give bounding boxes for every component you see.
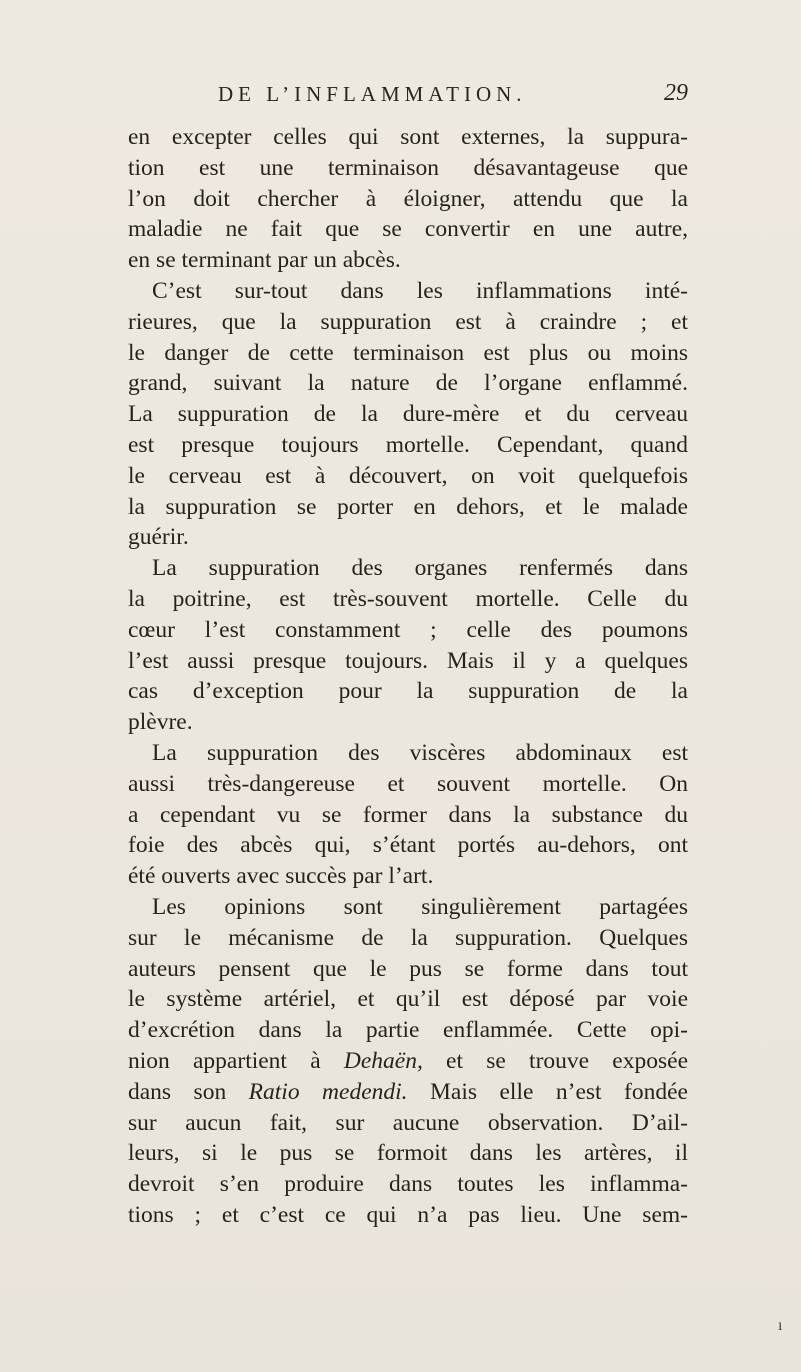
text-line: en excepter celles qui sont externes, la suppura- <box>128 124 688 150</box>
author-name-italic: Dehaën, <box>343 1047 423 1074</box>
text-line: le danger de cette terminaison est plus ou moins <box>128 339 688 366</box>
text-line: l’on doit chercher à éloigner, attendu que la <box>128 185 688 212</box>
margin-speck: ı <box>778 1317 783 1334</box>
text-line: a cependant vu se former dans la substance du <box>128 801 688 828</box>
text-line: en se terminant par un abcès. <box>128 247 401 274</box>
text-segment: nion appartient à <box>128 1047 344 1074</box>
text-line: guérir. <box>128 524 189 551</box>
text-line: sur le mécanisme de la suppuration. Quelques <box>128 924 688 951</box>
text-line: tions ; et c’est ce qui n’a pas lieu. Une sem- <box>128 1201 688 1228</box>
text-line: la poitrine, est très-souvent mortelle. Celle du <box>128 585 688 612</box>
text-line: devroit s’en produire dans toutes les inflamma- <box>128 1171 688 1198</box>
text-line: La suppuration de la dure-mère et du cerveau <box>128 401 688 428</box>
running-head <box>218 82 688 112</box>
text-line: auteurs pensent que le pus se forme dans tout <box>128 955 688 982</box>
page-number: 29 <box>664 80 688 106</box>
text-segment: et se trouve exposée <box>422 1047 688 1074</box>
text-segment: Mais elle n’est fondée <box>407 1078 688 1105</box>
paragraph-first-line: La suppuration des viscères abdominaux est <box>152 739 688 766</box>
text-line: cœur l’est constamment ; celle des poumons <box>128 616 688 643</box>
text-line: d’excrétion dans la partie enflammée. Cette opi- <box>128 1017 688 1044</box>
text-line: cas d’exception pour la suppuration de la <box>128 678 688 705</box>
text-line: est presque toujours mortelle. Cependant, quand <box>128 431 688 458</box>
text-line: aussi très-dangereuse et souvent mortelle. On <box>128 770 688 797</box>
text-line <box>128 1077 688 1108</box>
text-line: foie des abcès qui, s’étant portés au-dehors, ont <box>128 832 688 859</box>
paragraph-first-line: C’est sur-tout dans les inflammations inté- <box>152 277 688 304</box>
text-line: grand, suivant la nature de l’organe enflammé. <box>128 370 688 397</box>
text-line: sur aucun fait, sur aucune observation. D’ail- <box>128 1109 688 1136</box>
text-segment: dans son <box>128 1078 249 1105</box>
text-line: le système artériel, et qu’il est déposé par voie <box>128 986 688 1013</box>
text-line: plèvre. <box>128 709 193 736</box>
text-line <box>128 1046 688 1077</box>
text-line: été ouverts avec succès par l’art. <box>128 863 434 890</box>
text-line: la suppuration se porter en dehors, et le malade <box>128 493 688 520</box>
paragraph-first-line: La suppuration des organes renfermés dans <box>152 555 688 582</box>
paragraph-first-line: Les opinions sont singulièrement partagées <box>152 893 688 920</box>
text-line: l’est aussi presque toujours. Mais il y a quelques <box>128 647 688 674</box>
text-line: maladie ne fait que se convertir en une autre, <box>128 216 688 243</box>
text-line: tion est une terminaison désavantageuse que <box>128 154 688 181</box>
book-title-italic: Ratio medendi. <box>248 1078 408 1105</box>
body-text <box>128 122 688 1231</box>
text-line: rieures, que la suppuration est à craindre ; et <box>128 308 688 335</box>
text-line: le cerveau est à découvert, on voit quelquefois <box>128 462 688 489</box>
text-line: leurs, si le pus se formoit dans les artères, il <box>128 1140 688 1167</box>
running-title: DE L’INFLAMMATION. <box>218 82 527 106</box>
